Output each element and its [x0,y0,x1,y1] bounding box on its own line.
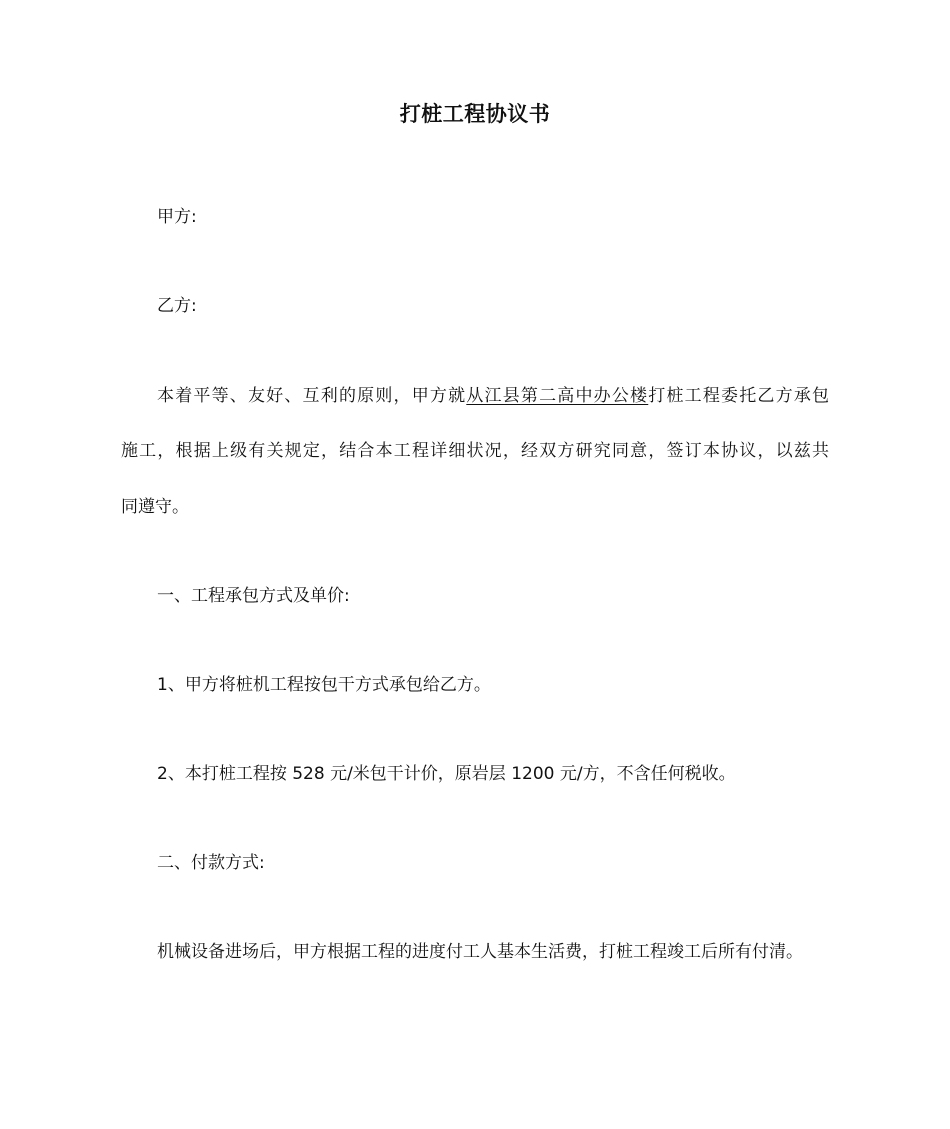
document-title: 打桩工程协议书 [399,102,551,126]
section-1-heading: 一、工程承包方式及单价: [157,586,350,606]
party-a-label: 甲方: [157,207,197,227]
intro-line-3: 同遵守。 [121,497,189,517]
section-1-item-2: 2、本打桩工程按 528 元/米包干计价，原岩层 1200 元/方，不含任何税收。 [157,764,736,784]
section-1-item-1: 1、甲方将桩机工程按包干方式承包给乙方。 [157,675,491,695]
intro-text-after: 打桩工程委托乙方承包 [648,386,830,406]
intro-line-2: 施工，根据上级有关规定，结合本工程详细状况，经双方研究同意，签订本协议，以兹共 [121,441,829,461]
section-2-heading: 二、付款方式: [157,853,265,873]
intro-text-before: 本着平等、友好、互利的原则，甲方就 [157,386,467,406]
intro-line-1 [157,384,829,408]
party-b-label: 乙方: [157,296,197,316]
project-name: 从江县第二高中办公楼 [466,386,649,406]
section-2-body: 机械设备进场后，甲方根据工程的进度付工人基本生活费，打桩工程竣工后所有付清。 [157,942,803,962]
